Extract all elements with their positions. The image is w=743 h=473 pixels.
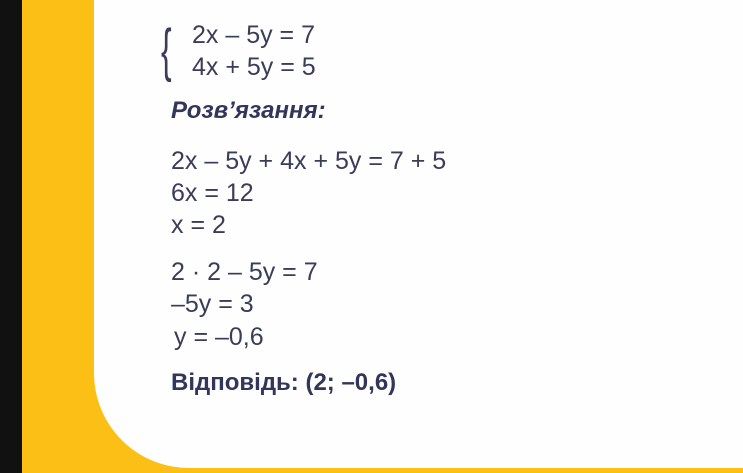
- solution-heading: Розв’язання:: [171, 97, 326, 124]
- system-equation-1: 2x – 5y = 7: [192, 21, 315, 49]
- step-x-1: 2x – 5y + 4x + 5y = 7 + 5: [171, 147, 447, 175]
- step-x-3: x = 2: [171, 211, 226, 239]
- left-dark-bar: [0, 0, 22, 473]
- system-equation-2: 4x + 5y = 5: [192, 53, 316, 81]
- system-brace-icon: {: [161, 18, 172, 83]
- step-y-2: –5y = 3: [171, 290, 254, 318]
- step-x-2: 6x = 12: [171, 179, 254, 207]
- step-y-3: y = –0,6: [174, 323, 264, 351]
- answer-text: Відповідь: (2; –0,6): [171, 369, 397, 396]
- step-y-1: 2 · 2 – 5y = 7: [171, 258, 318, 286]
